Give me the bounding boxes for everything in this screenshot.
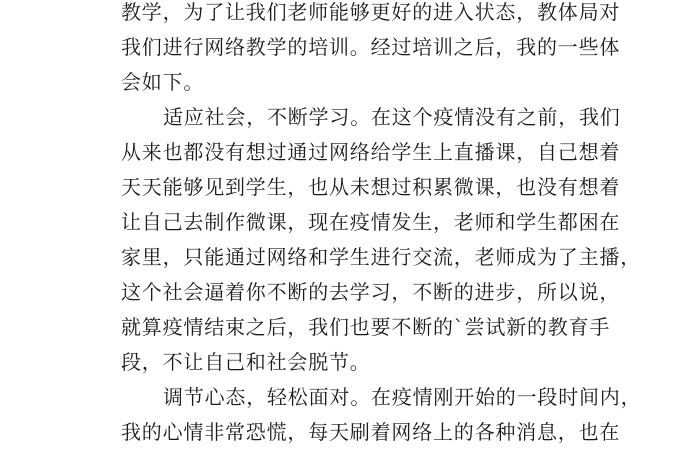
text-line-1: 教学，为了让我们老师能够更好的进入状态，教体局对	[121, 0, 621, 24]
text-line-10: 就算疫情结束之后，我们也要不断的`尝试新的教育手	[121, 315, 611, 339]
text-line-7: 让自己去制作微课，现在疫情发生，老师和学生都困在	[121, 210, 621, 234]
paragraph-2-first-line: 调节心态，轻松面对。在疫情刚开始的一段时间内，	[163, 385, 642, 409]
text-line-13: 我的心情非常恐慌，每天刷着网络上的各种消息，也在	[121, 420, 621, 444]
text-line-6: 天天能够见到学生，也从未想过积累微课，也没有想着	[121, 175, 621, 199]
text-line-8: 家里，只能通过网络和学生进行交流，老师成为了主播，	[121, 245, 641, 269]
text-line-9: 这个社会逼着你不断的去学习，不断的进步，所以说，	[121, 280, 621, 304]
text-line-11: 段，不让自己和社会脱节。	[121, 350, 371, 374]
text-line-3: 会如下。	[121, 70, 205, 94]
paragraph-1-first-line: 适应社会，不断学习。在这个疫情没有之前，我们	[163, 105, 621, 129]
text-line-2: 我们进行网络教学的培训。经过培训之后，我的一些体	[121, 35, 621, 59]
text-line-5: 从来也都没有想过通过网络给学生上直播课，自己想着	[121, 140, 621, 164]
